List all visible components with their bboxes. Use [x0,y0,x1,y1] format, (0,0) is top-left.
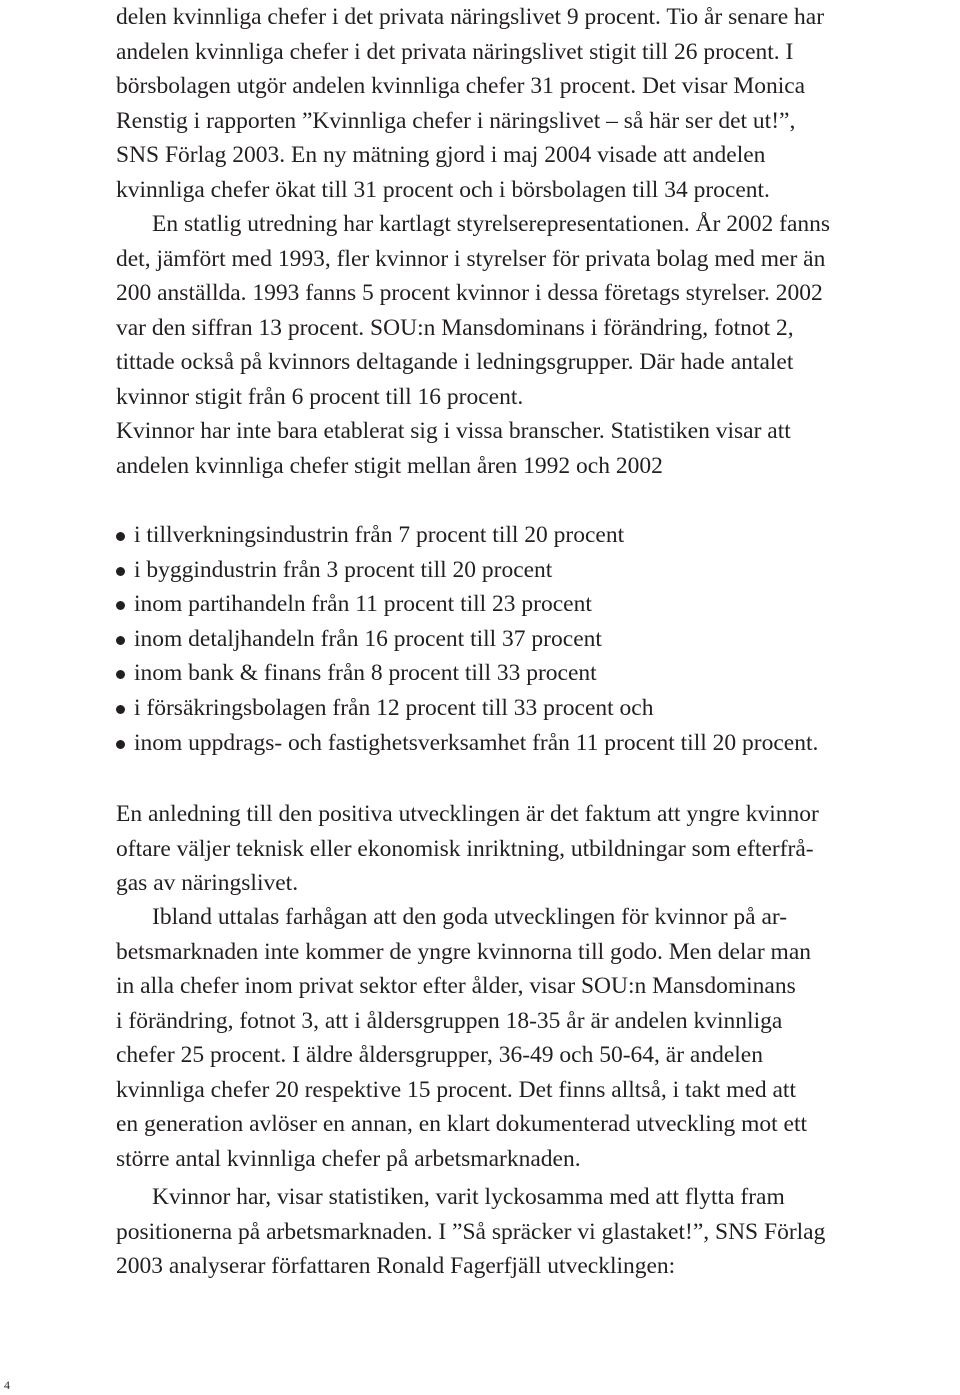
list-item-text: inom uppdrags- och fastighetsverksamhet från 11 procent till 20 procent. [134,729,819,756]
text-line: större antal kvinnliga chefer på arbetsmarknaden. [116,1145,581,1172]
text-line: Kvinnor har inte bara etablerat sig i vissa branscher. Statistiken visar att [116,418,791,444]
text-line: in alla chefer inom privat sektor efter ålder, visar SOU:n Mansdominans [116,973,796,999]
list-item [116,622,958,657]
bullet-icon [116,670,125,679]
text-line: En statlig utredning har kartlagt styrelserepresentationen. År 2002 fanns [152,211,831,237]
list-item-text: i tillverkningsindustrin från 7 procent till 20 procent [134,522,625,548]
text-line: chefer 25 procent. I äldre åldersgrupper, 36-49 och 50-64, är andelen [116,1042,763,1068]
text-line: i förändring, fotnot 3, att i åldersgruppen 18-35 år är andelen kvinnliga [116,1007,783,1034]
list-item [116,553,958,588]
text-line: SNS Förlag 2003. En ny mätning gjord i maj 2004 visade att andelen [116,142,766,168]
text-line: Kvinnor har, visar statistiken, varit lyckosamma med att flytta fram [152,1184,785,1210]
list-item [116,518,958,553]
text-line: andelen kvinnliga chefer i det privata näringslivet stigit till 26 procent. I [116,38,794,65]
list-item [116,691,958,726]
list-item [116,726,958,761]
text-line: delen kvinnliga chefer i det privata näringslivet 9 procent. Tio år senare har [116,4,825,30]
paragraph-anledning [116,797,958,901]
list-item-text: inom partihandeln från 11 procent till 23 procent [134,591,592,618]
text-line: En anledning till den positiva utvecklingen är det faktum att yngre kvinnor [116,801,819,827]
list-item-text: i försäkringsbolagen från 12 procent till 33 procent och [134,694,654,721]
bullet-icon [116,601,125,610]
paragraph-utredning [116,207,958,414]
text-line: tittade också på kvinnors deltagande i ledningsgrupper. Där hade antalet [116,349,794,375]
text-line: kvinnliga chefer ökat till 31 procent och i börsbolagen till 34 procent. [116,176,770,203]
bullet-icon [116,636,125,645]
bullet-icon [116,705,125,714]
text-line: oftare väljer teknisk eller ekonomisk inriktning, utbildningar som efterfrå- [116,835,814,862]
text-line: börsbolagen utgör andelen kvinnliga chefer 31 procent. Det visar Monica [116,73,806,99]
list-item-text: i byggindustrin från 3 procent till 20 procent [134,556,553,583]
list-item [116,587,958,622]
bullet-icon [116,532,125,541]
text-line: positionerna på arbetsmarknaden. I ”Så spräcker vi glastaket!”, SNS Förlag [116,1218,826,1245]
text-line: kvinnor stigit från 6 procent till 16 procent. [116,383,524,410]
text-line: andelen kvinnliga chefer stigit mellan åren 1992 och 2002 [116,452,663,479]
page-number: 4 [4,1378,10,1392]
list-item [116,656,958,691]
list-item-text: inom bank & finans från 8 procent till 33 procent [134,660,597,687]
bullet-icon [116,567,125,576]
text-line: det, jämfört med 1993, fler kvinnor i styrelser för privata bolag med mer än [116,245,826,272]
paragraph-lyckosamma [116,1180,958,1284]
text-line: var den siffran 13 procent. SOU:n Mansdominans i förändring, fotnot 2, [116,314,794,341]
text-line: gas av näringslivet. [116,870,299,896]
text-line: Renstig i rapporten ”Kvinnliga chefer i näringslivet – så här ser det ut!”, [116,107,796,134]
list-item-text: inom detaljhandeln från 16 procent till 37 procent [134,625,602,652]
paragraph-intro [116,0,958,207]
bullet-icon [116,740,125,749]
text-line: Ibland uttalas farhågan att den goda utvecklingen för kvinnor på ar- [152,904,788,930]
text-line: 200 anställda. 1993 fanns 5 procent kvinnor i dessa företags styrelser. 2002 [116,280,823,306]
text-line: 2003 analyserar författaren Ronald Fagerfjäll utvecklingen: [116,1253,676,1279]
text-line: kvinnliga chefer 20 respektive 15 procent. Det finns alltså, i takt med att [116,1076,796,1103]
paragraph-ibland [116,900,958,1176]
bullet-list [116,518,958,760]
paragraph-branscher [116,414,958,483]
text-line: betsmarknaden inte kommer de yngre kvinnorna till godo. Men delar man [116,938,812,965]
text-line: en generation avlöser en annan, en klart dokumenterad utveckling mot ett [116,1111,808,1137]
